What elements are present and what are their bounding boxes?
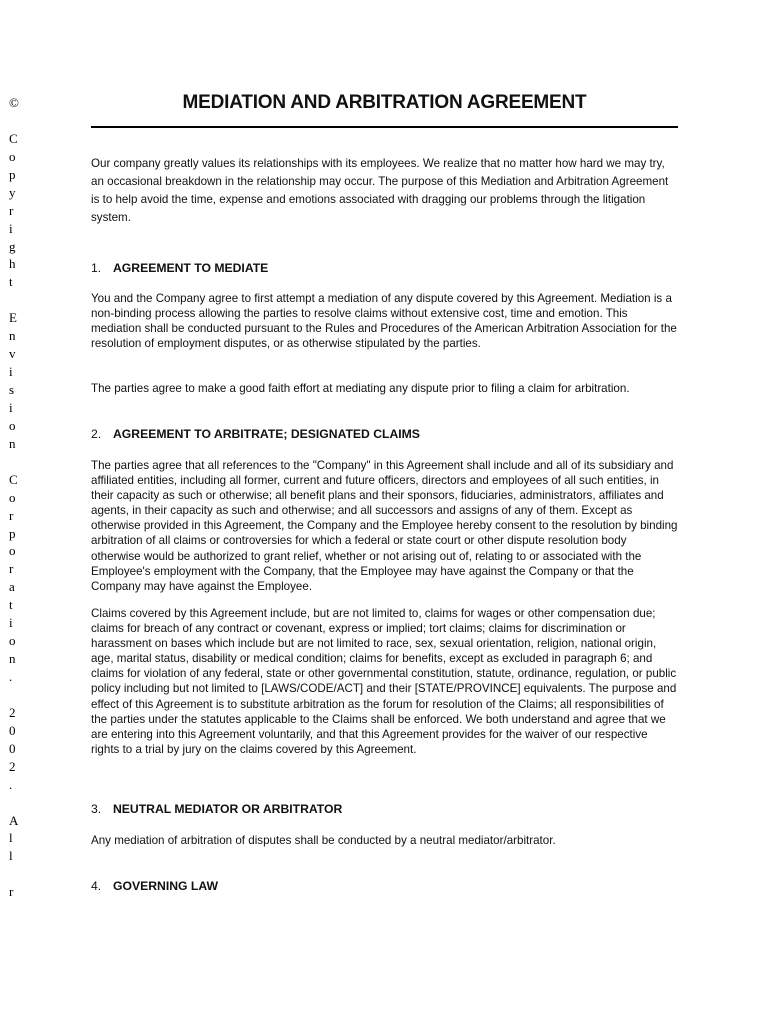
margin-note-char: r [9, 202, 14, 218]
margin-note-char [9, 291, 19, 309]
margin-note-char: o [9, 417, 16, 433]
section-1-paragraph-2: The parties agree to make a good faith effort at mediating any dispute prior to filing a claim for arbitration. [91, 382, 630, 395]
margin-note-char: y [9, 184, 16, 200]
section-number: 2. [91, 427, 102, 441]
margin-note-char: E [9, 310, 17, 326]
margin-note-char: © [9, 95, 19, 110]
margin-note-char: C [9, 471, 18, 487]
margin-note-char: t [9, 274, 13, 290]
margin-note-char: l [9, 830, 13, 846]
section-1-paragraph-1: You and the Company agree to first attempt a mediation of any dispute covered by this Agreement. Mediation is a non-binding process allowing the parties to resolve claims without extensive cost, time and emotion. This mediation shall be conducted pursuant to the Rules and Procedures of the American Arbitration Association for the resolution of employment disputes, or as otherwise stipulated by the parties. [91, 292, 677, 351]
margin-note-char: A [9, 812, 19, 828]
margin-note-char: n [9, 435, 16, 451]
section-2-heading [91, 427, 678, 441]
section-number: 4. [91, 879, 102, 893]
margin-note-char: p [9, 525, 16, 541]
section-2-paragraph-2: Claims covered by this Agreement include, but are not limited to, claims for wages or other compensation due; claims for breach of any contract or covenant, express or implied; tort claims; claims for discrimination or harassment on bases which include but are not limited to race, sex, sexual orientation, religion, national origin, age, marital status, disability or medical condition; claims for benefits, except as excluded in paragraph 6; and claims for violation of any federal, state or other governmental constitution, statute, ordinance, regulation, or public policy including but not limited to [LAWS/CODE/ACT] and their [STATE/PROVINCE] equivalents. The purpose and effect of this Agreement is to substitute arbitration as the forum for resolution of the Claims; all responsibilities of the parties under the statutes applicable to the Claims shall be enforced. We both understand and agree that we are entering into this Agreement voluntarily, and that this Agreement provides for the waiver of our respective rights to a trial by jury on the claims covered by this Agreement. [91, 607, 677, 756]
margin-note-char [9, 865, 19, 883]
section-2-paragraph-1: The parties agree that all references to the "Company" in this Agreement shall include and all of its subsidiary and affiliated entities, including all former, current and future officers, directors and employees of all such entities, in their capacity as such or otherwise; all benefit plans and their sponsors, fiduciaries, administrators, affiliates and agents, in their capacity as such and otherwise; and all successors and assigns of any of them. Except as otherwise provided in this Agreement, the Company and the Employee hereby consent to the resolution by binding arbitration of all claims or controversies for which a federal or state court or other dispute resolution body otherwise would be authorized to grant relief, whether or not arising out of, relating to or associated with the Employee's employment with the Company, that the Employee may have against the Company or that the Company may have against the Employee. [91, 459, 678, 593]
section-number: 1. [91, 261, 102, 275]
title-divider [91, 126, 678, 128]
section-1-heading [91, 261, 678, 275]
margin-note-char [9, 112, 19, 130]
margin-note-char: 2 [9, 758, 16, 774]
margin-note-char: i [9, 399, 13, 415]
margin-note-char: v [9, 346, 16, 362]
section-4-heading [91, 879, 678, 893]
margin-note-char: 0 [9, 740, 16, 756]
margin-note-char: 0 [9, 722, 16, 738]
section-title: AGREEMENT TO ARBITRATE; DESIGNATED CLAIMS [113, 427, 420, 441]
margin-note-char: i [9, 220, 13, 236]
margin-note-char: C [9, 130, 18, 146]
copyright-margin-note [9, 94, 19, 901]
margin-note-char: n [9, 328, 16, 344]
section-title: GOVERNING LAW [113, 879, 218, 893]
margin-note-char: . [9, 776, 13, 792]
margin-note-char [9, 686, 19, 704]
margin-note-char: l [9, 848, 13, 864]
margin-note-char: r [9, 561, 14, 577]
margin-note-char: i [9, 615, 13, 631]
section-3-heading [91, 802, 678, 816]
margin-note-char: o [9, 148, 16, 164]
margin-note-char: a [9, 579, 15, 595]
margin-note-char: r [9, 884, 14, 900]
section-title: AGREEMENT TO MEDIATE [113, 261, 269, 275]
margin-note-char: g [9, 238, 16, 254]
margin-note-char: s [9, 382, 15, 397]
margin-note-char: r [9, 507, 14, 523]
section-number: 3. [91, 802, 102, 816]
section-3-paragraph-1: Any mediation of arbitration of disputes shall be conducted by a neutral mediator/arbitrator. [91, 834, 556, 847]
margin-note-char: o [9, 543, 16, 559]
margin-note-char: h [9, 256, 16, 272]
margin-note-char [9, 453, 19, 471]
margin-note-char: t [9, 597, 13, 613]
margin-note-char: n [9, 651, 16, 667]
intro-paragraph: Our company greatly values its relationships with its employees. We realize that no matter how hard we may try, an occasional breakdown in the relationship may occur. The purpose of this Mediation and Arbitration Agreement is to help avoid the time, expense and emotions associated with dragging our problems through the litigation system. [91, 157, 669, 224]
document-title: MEDIATION AND ARBITRATION AGREEMENT [182, 92, 587, 113]
margin-note-char: 2 [9, 704, 16, 720]
margin-note-char: o [9, 633, 16, 649]
margin-note-char: i [9, 364, 13, 380]
margin-note-char [9, 794, 19, 812]
margin-note-char: . [9, 669, 13, 684]
margin-note-char: p [9, 166, 16, 182]
margin-note-char: o [9, 489, 16, 505]
section-title: NEUTRAL MEDIATOR OR ARBITRATOR [113, 802, 343, 816]
